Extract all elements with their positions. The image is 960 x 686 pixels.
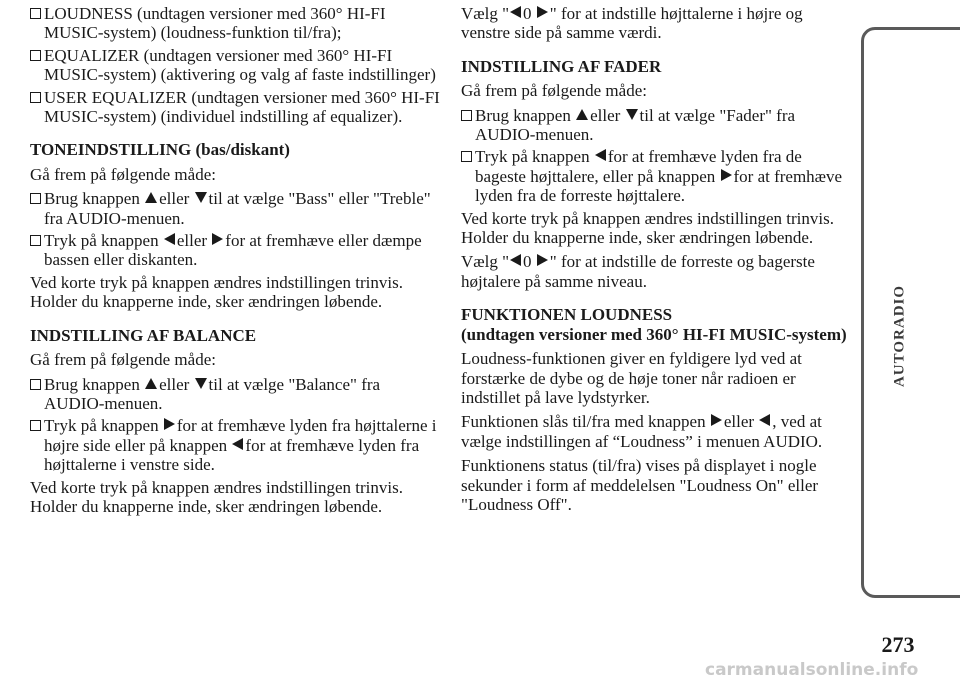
arrow-down-icon bbox=[195, 192, 207, 203]
left-column bbox=[30, 4, 442, 521]
fader-intro: Gå frem på følgende måde: bbox=[461, 81, 647, 101]
bullet-loudness: LOUDNESS (undtagen versioner med 360° HI-FI MUSIC-system) (loudness-funktion til/fra); bbox=[30, 4, 442, 43]
section-side-tab bbox=[861, 27, 960, 598]
fader-bullet-1: Brug knappen eller til at vælge "Fader" fra AUDIO-menuen. bbox=[461, 106, 853, 145]
arrow-up-icon bbox=[145, 378, 157, 389]
fader-zero-note: Vælg " 0 " for at indstille de forreste og bagerste højtalere på samme niveau. bbox=[461, 252, 815, 291]
fader-bullet-2: Tryk på knappen for at fremhæve lyden fra de bageste højttalere, eller på knappen for at fremhæve lyden fra de forreste højttalere. bbox=[461, 147, 853, 205]
checkbox-bullet-icon bbox=[30, 8, 41, 19]
watermark: carmanualsonline.info bbox=[705, 660, 919, 680]
balance-bullet-2: Tryk på knappen for at fremhæve lyden fra højttalerne i højre side eller på knappen for at fremhæve lyden fra højttalerne i venstre side. bbox=[30, 416, 442, 474]
heading-fader: INDSTILLING AF FADER bbox=[461, 56, 662, 76]
arrow-left-icon bbox=[164, 233, 175, 245]
heading-balance: INDSTILLING AF BALANCE bbox=[30, 325, 257, 345]
tone-intro: Gå frem på følgende måde: bbox=[30, 164, 216, 184]
loudness-paragraph-1: Loudness-funktionen giver en fyldigere lyd ved at forstærke de dybe og de høje toner når radioen er indstillet på lave lydstyrker. bbox=[461, 349, 802, 407]
arrow-right-icon bbox=[212, 233, 223, 245]
arrow-left-icon bbox=[510, 6, 521, 18]
arrow-up-icon bbox=[145, 192, 157, 203]
arrow-left-icon bbox=[232, 438, 243, 450]
balance-paragraph: Ved korte tryk på knappen ændres indstillingen trinvis. Holder du knapperne inde, sker ændringen løbende. bbox=[30, 477, 403, 516]
arrow-left-icon bbox=[759, 414, 770, 426]
checkbox-bullet-icon bbox=[461, 110, 472, 121]
loudness-paragraph-3: Funktionens status (til/fra) vises på displayet i nogle sekunder i form af meddelelsen "Loudness On" eller "Loudness Off". bbox=[461, 456, 819, 514]
checkbox-bullet-icon bbox=[30, 379, 41, 390]
arrow-down-icon bbox=[626, 109, 638, 120]
arrow-down-icon bbox=[195, 378, 207, 389]
tone-bullet-1: Brug knappen eller til at vælge "Bass" eller "Treble" fra AUDIO-menuen. bbox=[30, 189, 442, 228]
balance-intro: Gå frem på følgende måde: bbox=[30, 350, 216, 370]
arrow-up-icon bbox=[576, 109, 588, 120]
page-number: 273 bbox=[881, 632, 915, 657]
heading-toneindstilling: TONEINDSTILLING (bas/diskant) bbox=[30, 140, 290, 160]
bullet-user-equalizer: USER EQUALIZER (undtagen versioner med 360° HI-FI MUSIC-system) (individuel indstilling af equalizer). bbox=[30, 88, 442, 127]
checkbox-bullet-icon bbox=[30, 50, 41, 61]
heading-loudness: FUNKTIONEN LOUDNESS (undtagen versioner med 360° HI-FI MUSIC-system) bbox=[461, 305, 847, 344]
checkbox-bullet-icon bbox=[30, 92, 41, 103]
arrow-left-icon bbox=[510, 254, 521, 266]
loudness-paragraph-2: Funktionen slås til/fra med knappen eller , ved at vælge indstillingen af “Loudness” i menuen AUDIO. bbox=[461, 412, 823, 451]
checkbox-bullet-icon bbox=[30, 420, 41, 431]
checkbox-bullet-icon bbox=[461, 151, 472, 162]
arrow-right-icon bbox=[537, 254, 548, 266]
tone-paragraph: Ved korte tryk på knappen ændres indstillingen trinvis. Holder du knapperne inde, sker ændringen løbende. bbox=[30, 272, 403, 312]
checkbox-bullet-icon bbox=[30, 235, 41, 246]
fader-paragraph: Ved korte tryk på knappen ændres indstillingen trinvis. Holder du knapperne inde, sker ændringen løbende. bbox=[461, 208, 834, 248]
balance-bullet-1: Brug knappen eller til at vælge "Balance" fra AUDIO-menuen. bbox=[30, 375, 442, 414]
tone-bullet-2: Tryk på knappen eller for at fremhæve eller dæmpe bassen eller diskanten. bbox=[30, 231, 442, 270]
balance-zero-note: Vælg " 0 " for at indstille højttalerne i højre og venstre side på samme værdi. bbox=[461, 4, 803, 43]
arrow-right-icon bbox=[164, 418, 175, 430]
checkbox-bullet-icon bbox=[30, 193, 41, 204]
arrow-left-icon bbox=[595, 149, 606, 161]
arrow-right-icon bbox=[537, 6, 548, 18]
bullet-equalizer: EQUALIZER (undtagen versioner med 360° HI-FI MUSIC-system) (aktivering og valg af faste indstillinger) bbox=[30, 46, 442, 85]
right-column bbox=[461, 4, 853, 519]
arrow-right-icon bbox=[721, 169, 732, 181]
arrow-right-icon bbox=[711, 414, 722, 426]
